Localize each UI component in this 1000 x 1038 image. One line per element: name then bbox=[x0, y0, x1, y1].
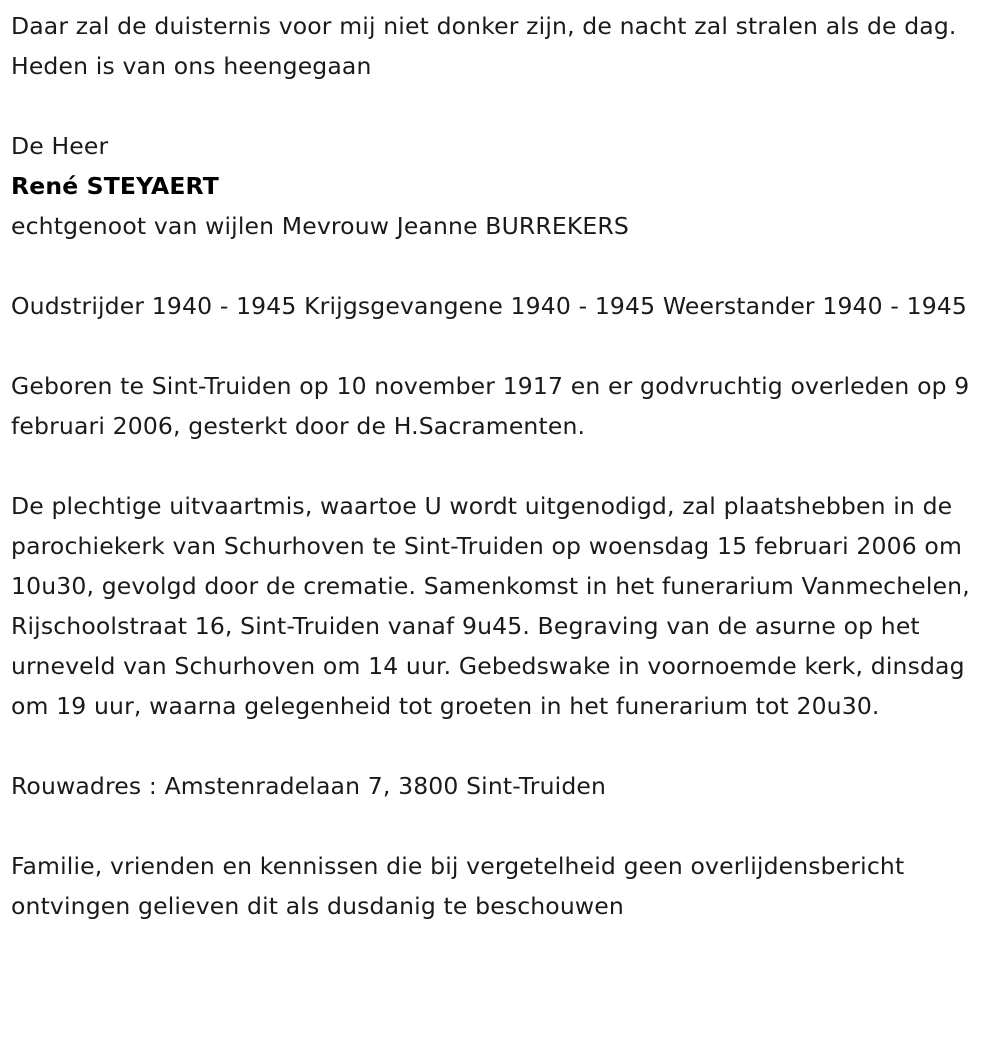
opening-text: Daar zal de duisternis voor mij niet donker zijn, de nacht zal stralen als de dag. Heden is van ons heengegaan bbox=[11, 12, 957, 80]
ceremony-text: De plechtige uitvaartmis, waartoe U wordt uitgenodigd, zal plaatshebben in de parochiekerk van Schurhoven te Sint-Truiden op woensdag 15 februari 2006 om 10u30, gevolgd door de crematie. Samenkomst in het funerarium Vanmechelen, Rijschoolstraat 16, Sint-Truiden vanaf 9u45. Begraving van de asurne op het urneveld van Schurhoven om 14 uur. Gebedswake in voornoemde kerk, dinsdag om 19 uur, waarna gelegenheid tot groeten in het funerarium tot 20u30. bbox=[11, 492, 970, 720]
address-line: Rouwadres : Amstenradelaan 7, 3800 Sint-Truiden bbox=[11, 772, 607, 800]
titles-line: Oudstrijder 1940 - 1945 Krijgsgevangene 1940 - 1945 Weerstander 1940 - 1945 bbox=[11, 292, 968, 320]
closing-text: Familie, vrienden en kennissen die bij vergetelheid geen overlijdensbericht ontvingen gelieven dit als dusdanig te beschouwen bbox=[11, 852, 905, 920]
obituary-notice bbox=[11, 6, 993, 926]
deceased-name: René STEYAERT bbox=[11, 172, 219, 200]
honorific: De Heer bbox=[11, 132, 109, 160]
birth-death-text: Geboren te Sint-Truiden op 10 november 1917 en er godvruchtig overleden op 9 februari 2006, gesterkt door de H.Sacramenten. bbox=[11, 372, 970, 440]
spouse-line: echtgenoot van wijlen Mevrouw Jeanne BURREKERS bbox=[11, 212, 629, 240]
